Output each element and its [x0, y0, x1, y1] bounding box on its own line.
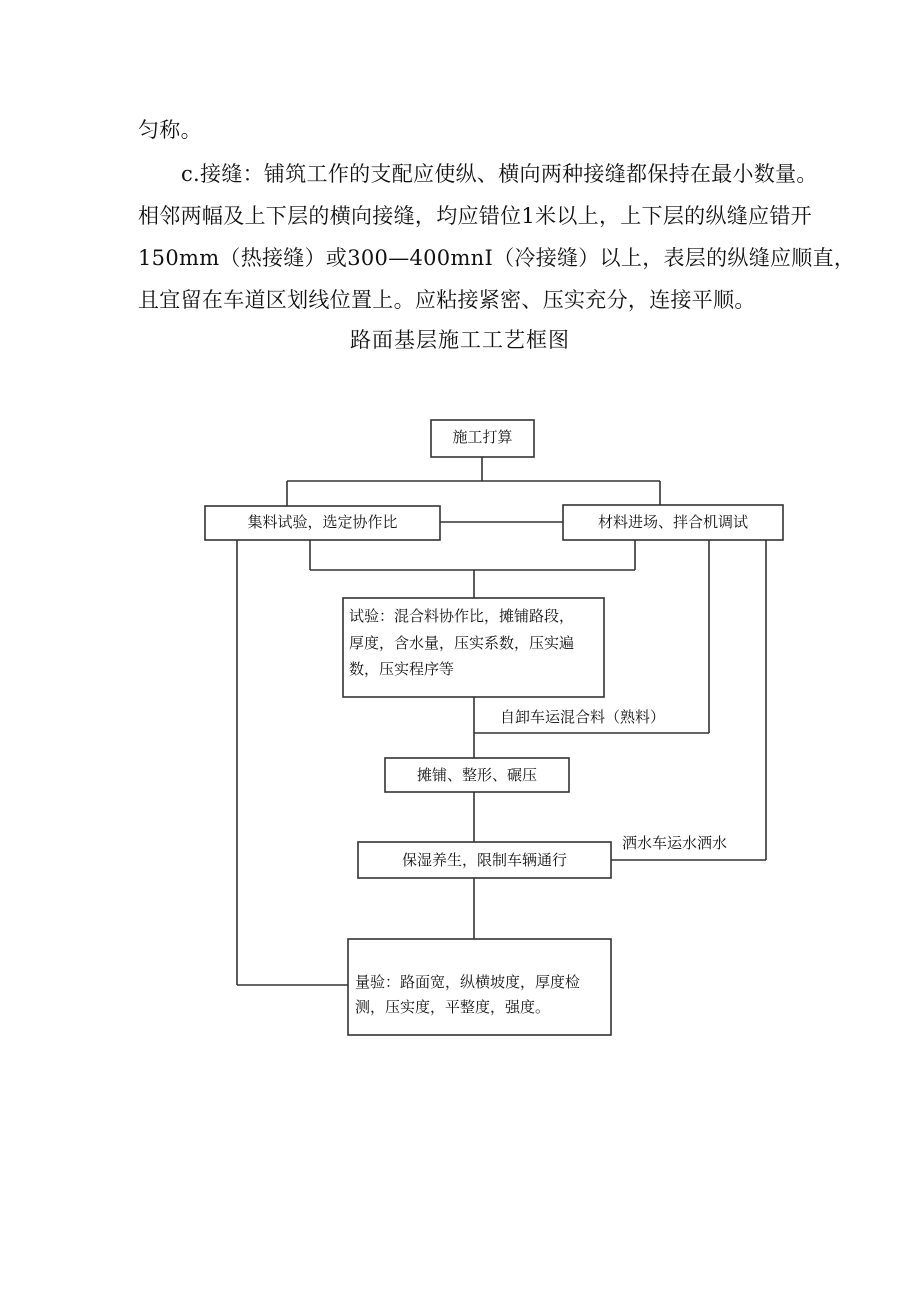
label-water-truck: 洒水车运水洒水	[622, 834, 728, 852]
label-dump-truck: 自卸车运混合料（熟料）	[500, 708, 666, 726]
box-plan-text: 施工打算	[452, 428, 513, 446]
box-paving-text: 摊铺、整形、碾压	[416, 766, 537, 784]
paragraph-line-2: c.接缝：铺筑工作的支配应使纵、横向两种接缝都保持在最小数量。	[181, 162, 818, 186]
box-trial-text-line-3: 数，压实程序等	[349, 660, 455, 678]
box-material-entry-text: 材料进场、拌合机调试	[597, 513, 748, 531]
paragraph-line-5: 且宜留在车道区划线位置上。应粘接紧密、压实充分，连接平顺。	[138, 288, 756, 312]
box-aggregate-test-text: 集料试验，选定协作比	[247, 513, 398, 531]
box-curing-text: 保湿养生，限制车辆通行	[401, 851, 567, 869]
box-inspection-text-line-1: 量验：路面宽，纵横坡度，厚度检	[355, 973, 581, 991]
paragraph-line-4: 150mm（热接缝）或300—400mnI（冷接缝）以上，表层的纵缝应顺直，	[138, 246, 856, 270]
figure-title: 路面基层施工工艺框图	[350, 328, 570, 352]
paragraph-line-3: 相邻两幅及上下层的横向接缝，均应错位1米以上，上下层的纵缝应错开	[138, 204, 812, 228]
box-trial-text-line-2: 厚度，含水量，压实系数，压实遍	[349, 634, 575, 652]
box-inspection-text-line-2: 测，压实度，平整度，强度。	[355, 998, 551, 1016]
box-trial-text-line-1: 试验：混合料协作比，摊铺路段，	[349, 607, 575, 625]
paragraph-line-1: 匀称。	[138, 118, 202, 142]
